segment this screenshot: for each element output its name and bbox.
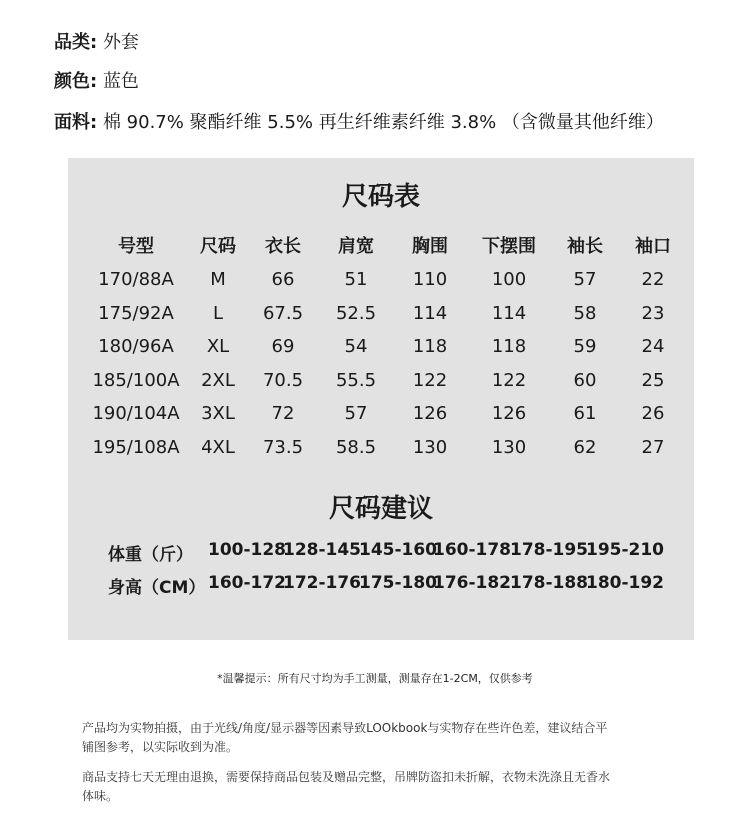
table-cell: 66 bbox=[271, 269, 295, 290]
fabric-value: 棉 90.7% 聚酯纤维 5.5% 再生纤维素纤维 3.8% （含微量其他纤维） bbox=[102, 112, 664, 133]
advice-height-row bbox=[68, 573, 694, 597]
table-cell: 73.5 bbox=[262, 436, 304, 458]
category-label: 品类: bbox=[54, 32, 98, 53]
size-table-header bbox=[68, 232, 694, 258]
table-cell: 58.5 bbox=[335, 436, 377, 458]
info-category bbox=[54, 28, 139, 54]
advice-weight-row bbox=[68, 540, 694, 564]
table-cell: 69 bbox=[271, 336, 295, 357]
height-range: 172-176 bbox=[282, 573, 362, 593]
header-cell: 衣长 bbox=[265, 236, 301, 257]
table-cell: 195/108A bbox=[92, 436, 180, 458]
table-cell: 22 bbox=[641, 269, 665, 290]
weight-range: 160-178 bbox=[432, 540, 512, 560]
weight-range: 195-210 bbox=[585, 540, 665, 560]
size-chart-title: 尺码表 bbox=[341, 182, 420, 212]
table-cell: 122 bbox=[491, 369, 527, 391]
table-cell: L bbox=[212, 302, 224, 324]
size-panel bbox=[68, 158, 694, 640]
table-cell: 180/96A bbox=[98, 336, 174, 357]
table-cell: 130 bbox=[412, 436, 448, 458]
measurement-tip: *温馨提示：所有尺寸均为手工测量，测量存在1-2CM，仅供参考 bbox=[217, 672, 533, 685]
table-cell: 61 bbox=[573, 403, 597, 424]
height-range: 175-180 bbox=[358, 573, 438, 593]
table-cell: 122 bbox=[412, 369, 448, 391]
table-cell: 67.5 bbox=[262, 302, 304, 324]
table-cell: 57 bbox=[573, 269, 597, 290]
table-cell: 110 bbox=[412, 269, 448, 290]
table-cell: 3XL bbox=[201, 403, 235, 424]
table-cell: 114 bbox=[491, 302, 527, 324]
table-cell: 185/100A bbox=[92, 369, 180, 391]
height-range: 180-192 bbox=[585, 573, 665, 593]
size-advice-title: 尺码建议 bbox=[328, 494, 433, 524]
info-color bbox=[54, 67, 139, 93]
height-range: 160-172 bbox=[207, 573, 287, 593]
fabric-label: 面料: bbox=[54, 112, 98, 133]
table-cell: 118 bbox=[491, 336, 527, 357]
table-cell: 62 bbox=[573, 436, 597, 458]
photo-note: 产品均为实物拍摄，由于光线/角度/显示器等因素导致LOOkbook与实物存在些许色差，建议结合平铺图参考，以实际收到为准。 bbox=[82, 721, 608, 754]
color-label: 颜色: bbox=[54, 71, 98, 92]
header-cell: 下摆围 bbox=[482, 236, 536, 257]
weight-range: 100-128 bbox=[207, 540, 287, 560]
table-cell: 170/88A bbox=[98, 269, 174, 290]
weight-range: 178-195 bbox=[509, 540, 589, 560]
table-cell: 55.5 bbox=[335, 369, 377, 391]
table-cell: 4XL bbox=[201, 436, 235, 458]
table-cell: 118 bbox=[412, 336, 448, 357]
table-cell: 2XL bbox=[201, 369, 235, 391]
color-value: 蓝色 bbox=[102, 71, 139, 92]
table-cell: 58 bbox=[573, 302, 597, 324]
table-cell: 60 bbox=[573, 369, 597, 391]
table-cell: 126 bbox=[412, 403, 448, 424]
table-cell: XL bbox=[206, 336, 230, 357]
table-row bbox=[68, 303, 694, 329]
table-cell: 54 bbox=[344, 336, 368, 357]
table-cell: 23 bbox=[641, 302, 665, 324]
table-cell: 25 bbox=[641, 369, 665, 391]
table-cell: M bbox=[210, 269, 226, 290]
category-value: 外套 bbox=[102, 32, 139, 53]
table-cell: 100 bbox=[491, 269, 527, 290]
table-cell: 175/92A bbox=[98, 302, 174, 324]
table-cell: 72 bbox=[271, 403, 295, 424]
table-cell: 51 bbox=[344, 269, 368, 290]
table-cell: 59 bbox=[573, 336, 597, 357]
table-row bbox=[68, 336, 694, 362]
table-cell: 70.5 bbox=[262, 369, 304, 391]
table-cell: 130 bbox=[491, 436, 527, 458]
height-range: 178-188 bbox=[509, 573, 589, 593]
table-cell: 57 bbox=[344, 403, 368, 424]
header-cell: 袖口 bbox=[635, 236, 671, 257]
return-policy-note: 商品支持七天无理由退换，需要保持商品包装及赠品完整，吊牌防盗扣未折解，衣物未洗涤且无香水体味。 bbox=[82, 770, 611, 803]
height-label: 身高（CM） bbox=[108, 578, 206, 598]
header-cell: 袖长 bbox=[567, 236, 603, 257]
weight-range: 145-160 bbox=[358, 540, 438, 560]
header-cell: 尺码 bbox=[200, 236, 236, 257]
table-row bbox=[68, 437, 694, 463]
header-cell: 胸围 bbox=[412, 236, 448, 257]
header-cell: 肩宽 bbox=[338, 236, 374, 257]
table-cell: 27 bbox=[641, 436, 665, 458]
table-cell: 114 bbox=[412, 302, 448, 324]
weight-label: 体重（斤） bbox=[108, 545, 193, 565]
table-row bbox=[68, 269, 694, 295]
table-cell: 190/104A bbox=[92, 403, 180, 424]
info-fabric bbox=[54, 108, 664, 134]
table-row bbox=[68, 370, 694, 396]
header-cell: 号型 bbox=[118, 236, 154, 257]
weight-range: 128-145 bbox=[282, 540, 362, 560]
height-range: 176-182 bbox=[432, 573, 512, 593]
table-cell: 52.5 bbox=[335, 302, 377, 324]
table-cell: 26 bbox=[641, 403, 665, 424]
table-cell: 126 bbox=[491, 403, 527, 424]
table-cell: 24 bbox=[641, 336, 665, 357]
table-row bbox=[68, 403, 694, 429]
